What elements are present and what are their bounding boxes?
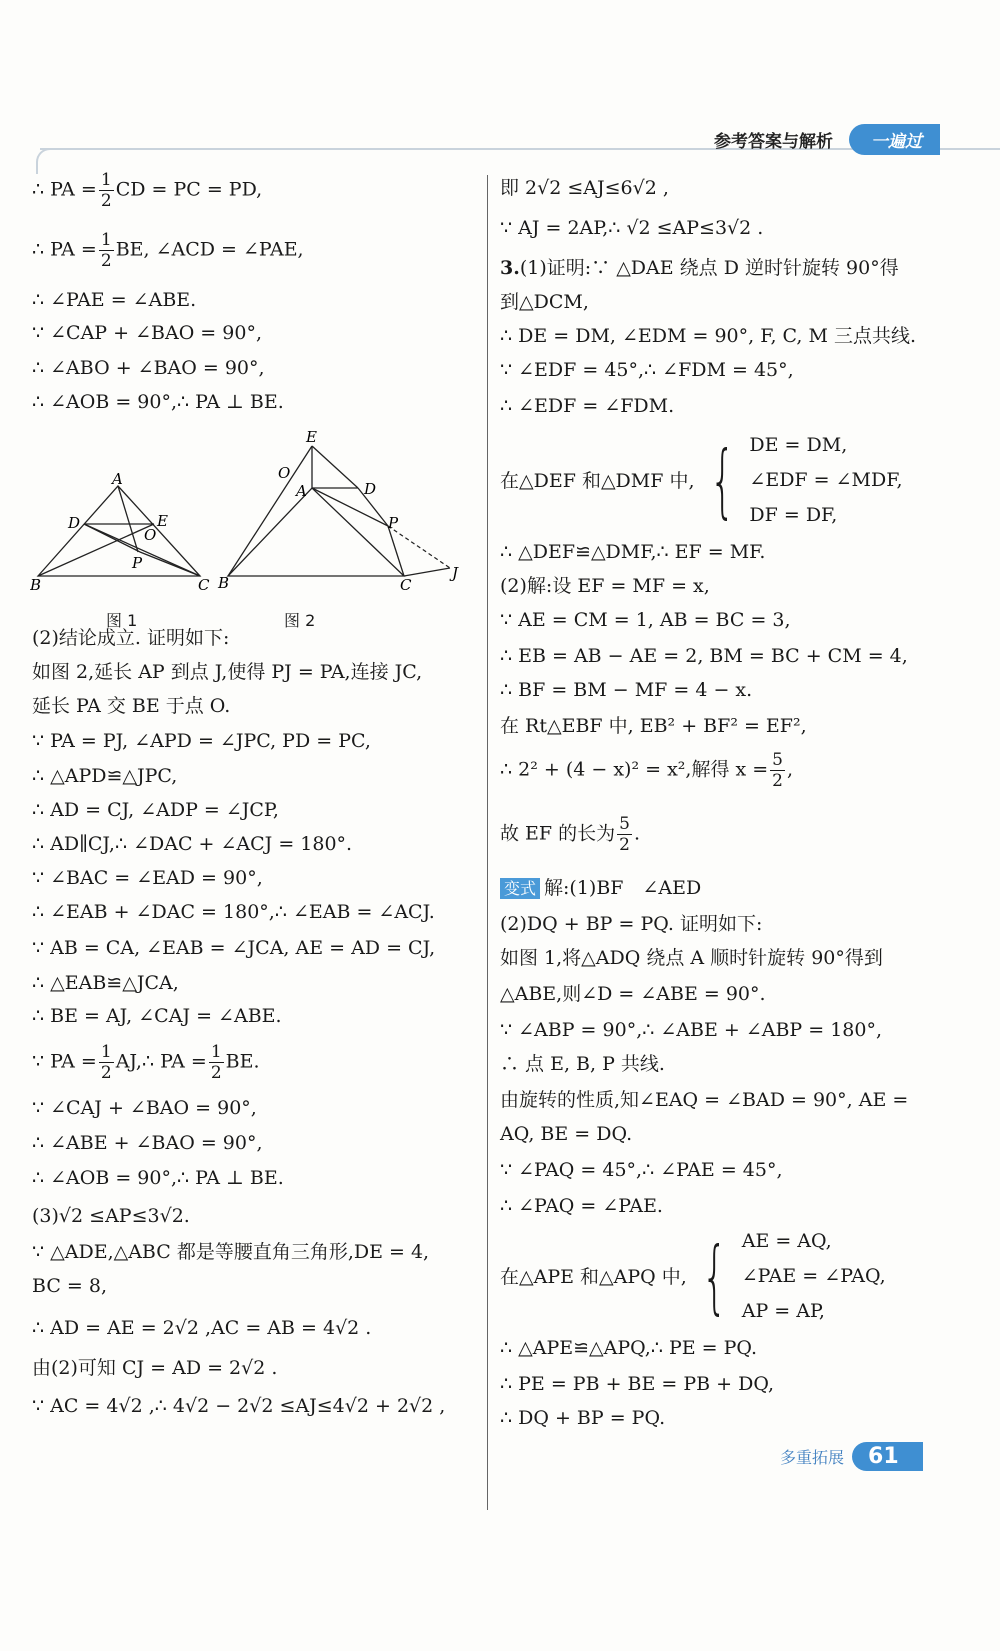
text-line: 即 2√2 ≤AJ≤6√2 , xyxy=(500,177,669,199)
label-e: E xyxy=(306,428,317,446)
text-line: BC = 8, xyxy=(32,1275,107,1297)
text-line: ∴ ∠AOB = 90°,∴ PA ⊥ BE. xyxy=(32,1167,284,1189)
figure-2-caption: 图 2 xyxy=(284,611,316,630)
text-line: ∴ PE = PB + BE = PB + DQ, xyxy=(500,1373,775,1395)
text-line: ∴ DQ + BP = PQ. xyxy=(500,1407,666,1429)
label-p: P xyxy=(132,554,143,572)
text-line: ∴ AD∥CJ,∴ ∠DAC + ∠ACJ = 180°. xyxy=(32,833,353,855)
label-a: A xyxy=(112,470,123,488)
text-line: ∵ ∠CAP + ∠BAO = 90°, xyxy=(32,322,262,344)
label-j: J xyxy=(452,564,459,582)
text-line: ∴ △DEF≌△DMF,∴ EF = MF. xyxy=(500,541,766,563)
label-a: A xyxy=(296,482,307,500)
text-line: ∴ AD = CJ, ∠ADP = ∠JCP, xyxy=(32,799,279,821)
text-line: 3.(1)证明:∵ △DAE 绕点 D 逆时针旋转 90°得 xyxy=(500,257,899,279)
text-line: (2)DQ + BP = PQ. 证明如下: xyxy=(500,913,763,935)
text-line: 故 EF 的长为 $\frac{5}{2}$ . xyxy=(500,814,641,855)
text-line: ∴ BF = BM − MF = 4 − x. xyxy=(500,679,753,701)
problem-number: 3. xyxy=(500,257,520,279)
label-o: O xyxy=(278,464,291,482)
text-line: 由旋转的性质,知∠EAQ = ∠BAD = 90°, AE = xyxy=(500,1089,909,1111)
text-line: 如图 1,将△ADQ 绕点 A 顺时针旋转 90°得到 xyxy=(500,947,883,969)
text-line: 到△DCM, xyxy=(500,291,589,313)
fraction: $\frac{1}{2}$ xyxy=(100,170,112,211)
text-line: ∵ PA = $\frac{1}{2}$ AJ,∴ PA = $\frac{1}{2}$ BE. xyxy=(32,1042,260,1083)
header-title: 参考答案与解析 xyxy=(714,131,833,152)
running-header xyxy=(700,124,940,154)
text-line: (2)解:设 EF = MF = x, xyxy=(500,575,710,597)
label-c: C xyxy=(198,576,210,594)
text-line: ∴ ∠EAB + ∠DAC = 180°,∴ ∠EAB = ∠ACJ. xyxy=(32,901,435,923)
text-line: ∵ △ADE,△ABC 都是等腰直角三角形,DE = 4, xyxy=(32,1241,430,1263)
text-line: 由(2)可知 CJ = AD = 2√2 . xyxy=(32,1357,278,1379)
geometry-figures xyxy=(30,428,480,638)
text-line: ∴ ∠EDF = ∠FDM. xyxy=(500,395,675,417)
text-line: ∴ ∠PAQ = ∠PAE. xyxy=(500,1195,663,1217)
label-c: C xyxy=(400,576,412,594)
fraction: $\frac{1}{2}$ xyxy=(100,1042,112,1083)
text-line: ∵ ∠ABP = 90°,∴ ∠ABE + ∠ABP = 180°, xyxy=(500,1019,883,1041)
label-e: E xyxy=(157,512,168,530)
text-line: 如图 2,延长 AP 到点 J,使得 PJ = PA,连接 JC, xyxy=(32,661,423,683)
text-line: ∴ ∠PAE = ∠ABE. xyxy=(32,289,197,311)
text-line: ∴ PA = $\frac{1}{2}$ CD = PC = PD, xyxy=(32,170,263,211)
text-line: 延长 PA 交 BE 于点 O. xyxy=(32,695,231,717)
page-number: 61 xyxy=(852,1442,923,1471)
page-footer xyxy=(780,1442,923,1471)
label-p: P xyxy=(388,514,399,532)
column-divider xyxy=(487,175,488,1510)
text-line: ∵ AJ = 2AP,∴ √2 ≤AP≤3√2 . xyxy=(500,217,764,239)
text-line: ∴ AD = AE = 2√2 ,AC = AB = 4√2 . xyxy=(32,1317,372,1339)
text-line: (3)√2 ≤AP≤3√2. xyxy=(32,1205,190,1227)
figure-1-caption: 图 1 xyxy=(106,611,138,630)
header-badge: 一遍过 xyxy=(849,124,940,155)
text-line: ∴ EB = AB − AE = 2, BM = BC + CM = 4, xyxy=(500,645,908,667)
variant-tag: 变式 xyxy=(500,878,540,899)
fraction: $\frac{1}{2}$ xyxy=(210,1042,222,1083)
text-line: ∵ ∠CAJ + ∠BAO = 90°, xyxy=(32,1097,257,1119)
fraction: $\frac{5}{2}$ xyxy=(619,814,630,855)
text-line: ∵ ∠BAC = ∠EAD = 90°, xyxy=(32,867,263,889)
figure-2 xyxy=(228,446,450,576)
label-d: D xyxy=(364,480,377,498)
text-line: ∴ DE = DM, ∠EDM = 90°, F, C, M 三点共线. xyxy=(500,325,917,347)
text-line: ∴ ∠ABO + ∠BAO = 90°, xyxy=(32,357,265,379)
text-line: ∴ 2² + (4 − x)² = x²,解得 x = $\frac{5}{2}$ , xyxy=(500,750,794,791)
text-line: ∴ △APD≌△JPC, xyxy=(32,765,178,787)
dashed-extension xyxy=(388,526,450,568)
text-line: ∴ 点 E, B, P 共线. xyxy=(500,1053,665,1075)
text-line: 在 Rt△EBF 中, EB² + BF² = EF², xyxy=(500,715,807,737)
figure-1 xyxy=(38,486,200,576)
text-line: △ABE,则∠D = ∠ABE = 90°. xyxy=(500,983,766,1005)
text-line: ∵ AC = 4√2 ,∴ 4√2 − 2√2 ≤AJ≤4√2 + 2√2 , xyxy=(32,1395,446,1417)
text-line: ∵ AE = CM = 1, AB = BC = 3, xyxy=(500,609,791,631)
figure-diagrams xyxy=(30,428,480,638)
label-d: D xyxy=(68,514,81,532)
text-line: (2)结论成立. 证明如下: xyxy=(32,627,230,649)
system-of-conditions: 在△APE 和△APQ 中, { AE = AQ, ∠PAE = ∠PAQ, AP = AP, xyxy=(500,1229,886,1323)
system-of-conditions: 在△DEF 和△DMF 中, { DE = DM, ∠EDF = ∠MDF, DF = DF, xyxy=(500,433,903,527)
text-line: ∴ ∠AOB = 90°,∴ PA ⊥ BE. xyxy=(32,391,284,413)
brace: { xyxy=(701,1229,727,1323)
text-line: ∵ AB = CA, ∠EAB = ∠JCA, AE = AD = CJ, xyxy=(32,937,436,959)
text-line: ∴ △EAB≌△JCA, xyxy=(32,972,179,994)
text-line: ∵ PA = PJ, ∠APD = ∠JPC, PD = PC, xyxy=(32,730,371,752)
label-o: O xyxy=(144,526,157,544)
label-b: B xyxy=(218,574,230,592)
brace: { xyxy=(709,433,735,527)
text-line: ∵ ∠PAQ = 45°,∴ ∠PAE = 45°, xyxy=(500,1159,783,1181)
text-line: ∴ ∠ABE + ∠BAO = 90°, xyxy=(32,1132,263,1154)
text-line: ∴ △APE≌△APQ,∴ PE = PQ. xyxy=(500,1337,758,1359)
text-line: 变式 解:(1)BF ∠AED xyxy=(500,870,701,907)
label-b: B xyxy=(30,576,42,594)
text-line: ∵ ∠EDF = 45°,∴ ∠FDM = 45°, xyxy=(500,359,794,381)
fraction: $\frac{5}{2}$ xyxy=(772,750,783,791)
fraction: $\frac{1}{2}$ xyxy=(100,230,112,271)
text-line: ∴ BE = AJ, ∠CAJ = ∠ABE. xyxy=(32,1005,282,1027)
footer-label: 多重拓展 xyxy=(780,1448,845,1467)
text-line: ∴ PA = $\frac{1}{2}$ BE, ∠ACD = ∠PAE, xyxy=(32,230,304,271)
text-line: AQ, BE = DQ. xyxy=(500,1123,633,1145)
